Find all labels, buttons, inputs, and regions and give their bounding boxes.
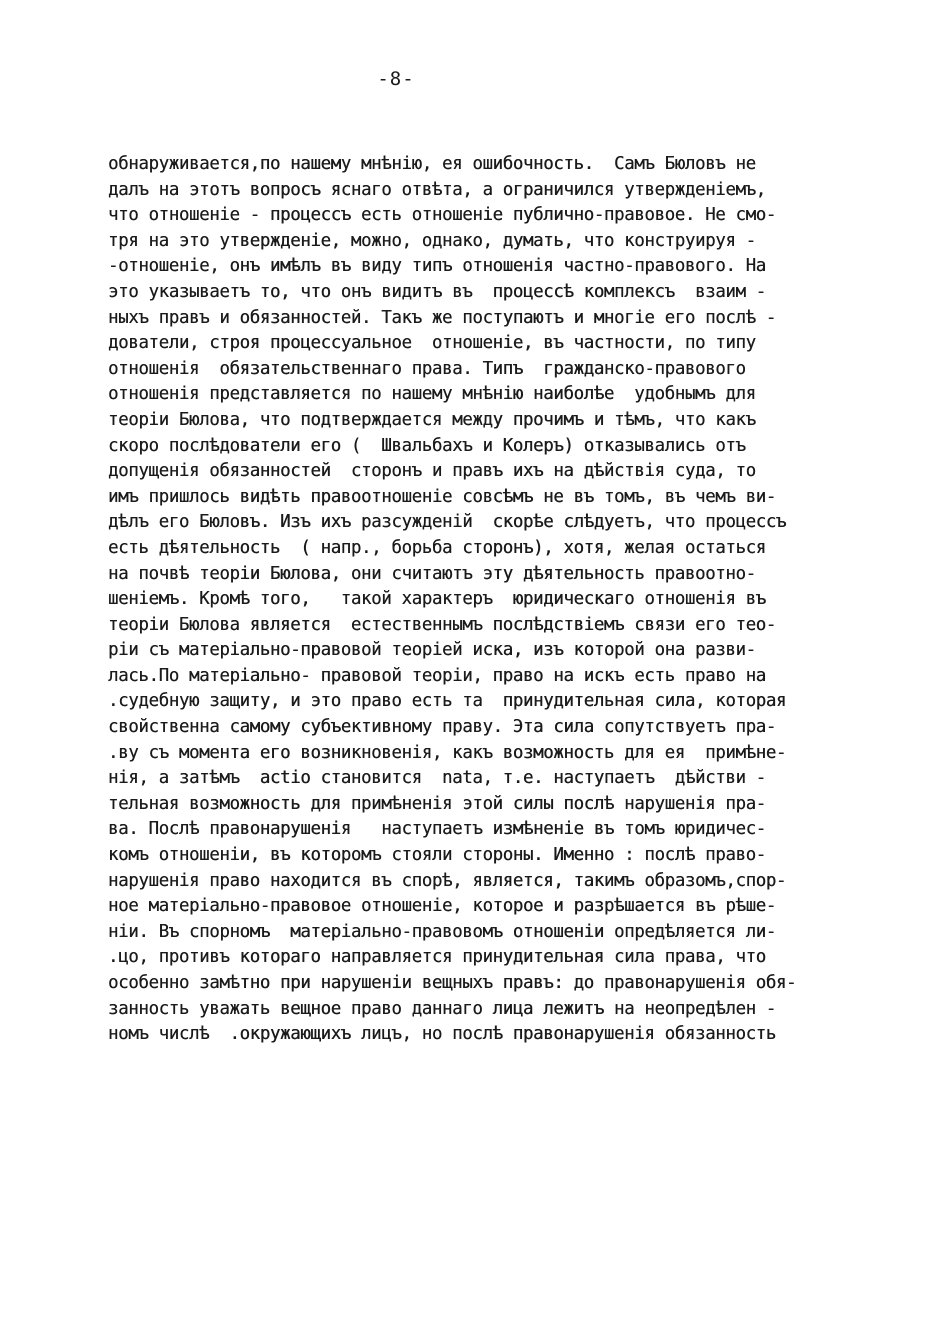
- text-line: ное матеріально-правовое отношеніе, которое и разрѣшается въ рѣше-: [108, 896, 776, 917]
- text-line: .судебную защиту, и это право есть та принудительная сила, которая: [108, 691, 787, 712]
- text-line: комъ отношеніи, въ которомъ стояли стороны. Именно : послѣ право-: [108, 845, 766, 866]
- text-line: -отношеніе, онъ имѣлъ въ виду типъ отношенія частно-правового. На: [108, 256, 766, 277]
- text-line: отношенія представляется по нашему мнѣнію наиболѣе удобнымъ для: [108, 384, 756, 405]
- text-line: дѣлъ его Бюловъ. Изъ ихъ разсужденій скорѣе слѣдуетъ, что процессъ: [108, 512, 787, 533]
- text-line: ныхъ правъ и обязанностей. Такъ же поступаютъ и многіе его послѣ -: [108, 307, 776, 328]
- text-line: что отношеніе - процессъ есть отношеніе публично-правовое. Не смо-: [108, 205, 776, 226]
- text-line: есть дѣятельность ( напр., борьба сторонъ), хотя, желая остаться: [108, 537, 766, 558]
- text-line: занность уважать вещное право даннаго лица лежитъ на неопредѣлен -: [108, 998, 776, 1019]
- text-line: далъ на этотъ вопросъ яснаго отвѣта, а ограничился утвержденіемъ,: [108, 179, 766, 200]
- text-line: номъ числѣ .окружающихъ лицъ, но послѣ правонарушенія обязанность: [108, 1024, 776, 1045]
- text-line: особенно замѣтно при нарушеніи вещныхъ правъ: до правонарушенія обя-: [108, 973, 797, 993]
- text-line: тельная возможность для примѣненія этой силы послѣ нарушенія пра-: [108, 793, 766, 814]
- text-line: дователи, строя процессуальное отношеніе, въ частности, по типу: [108, 333, 756, 354]
- text-line: нія, а затѣмъ actio становится nata, т.е. наступаетъ дѣйстви -: [108, 768, 766, 789]
- text-line: свойственна самому субъективному праву. Эта сила сопутствуетъ пра-: [108, 717, 776, 738]
- text-line: лась.По матеріально- правовой теоріи, право на искъ есть право на: [108, 665, 766, 686]
- text-line: имъ пришлось видѣть правоотношеніе совсѣмъ не въ томъ, въ чемъ ви-: [108, 486, 776, 507]
- page-number: -8-: [377, 68, 415, 90]
- text-line: ніи. Въ спорномъ матеріально-правовомъ отношеніи опредѣляется ли-: [108, 921, 776, 942]
- text-line: допущенія обязанностей сторонъ и правъ ихъ на дѣйствія суда, то: [108, 461, 756, 482]
- text-line: тря на это утвержденіе, можно, однако, думать, что конструируя -: [108, 230, 756, 251]
- text-line: на почвѣ теоріи Бюлова, они считаютъ эту дѣятельность правоотно-: [108, 563, 756, 584]
- text-line: теоріи Бюлова, что подтверждается между прочимъ и тѣмъ, что какъ: [108, 409, 756, 430]
- text-line: ріи съ матеріально-правовой теоріей иска, изъ которой она разви-: [108, 640, 756, 661]
- body-text: [108, 152, 868, 1048]
- text-line: шеніемъ. Кромѣ того, такой характеръ юридическаго отношенія въ: [108, 589, 766, 610]
- text-line: обнаруживается,по нашему мнѣнію, ея ошибочность. Самъ Бюловъ не: [108, 154, 756, 174]
- text-line: скоро послѣдователи его ( Швальбахъ и Колеръ) отказывались отъ: [108, 435, 746, 456]
- text-line: ва. Послѣ правонарушенія наступаетъ измѣненіе въ томъ юридичес-: [108, 819, 766, 840]
- text-line: отношенія обязательственнаго права. Типъ гражданско-правового: [108, 358, 746, 379]
- text-line: .цо, противъ котораго направляется принудительная сила права, что: [108, 947, 766, 968]
- text-line: это указываетъ то, что онъ видитъ въ процессѣ комплексъ взаим -: [108, 281, 766, 302]
- text-line: нарушенія право находится въ спорѣ, является, такимъ образомъ,спор-: [108, 870, 787, 891]
- text-line: .ву съ момента его возникновенія, какъ возможность для ея примѣне-: [108, 742, 787, 763]
- text-line: теоріи Бюлова является естественнымъ послѣдствіемъ связи его тео-: [108, 614, 776, 635]
